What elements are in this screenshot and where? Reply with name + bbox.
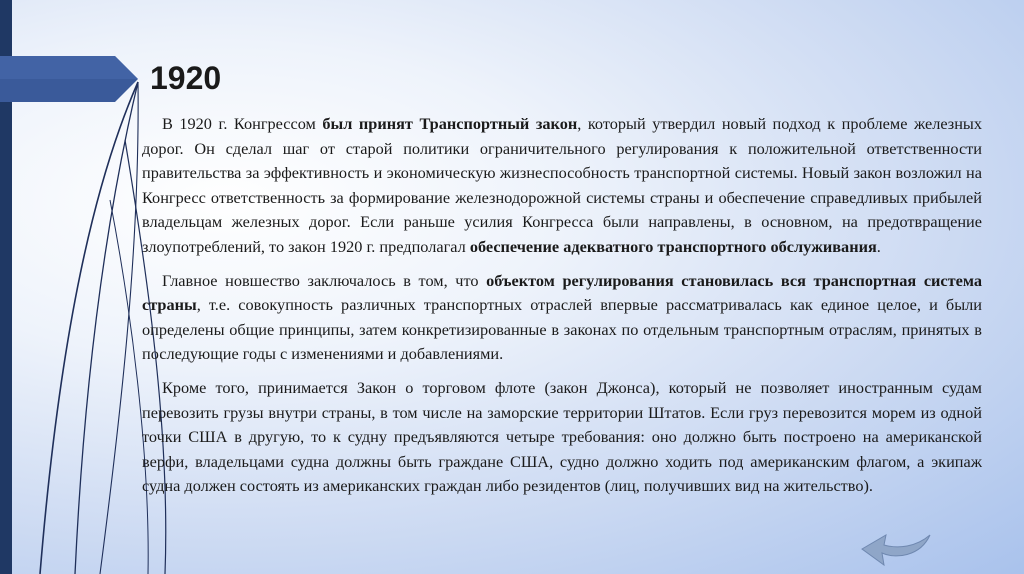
paragraph-1-bold-1: был принят Транспортный закон bbox=[322, 114, 578, 133]
paragraph-1-text-3: . bbox=[876, 236, 881, 256]
slide-body bbox=[142, 112, 982, 508]
paragraph-1-text-2: , который утвердил новый подход к проблеме железных дорог. Он сделал шаг от старой политики ограничительного регулирования к положительной ответственности правительства за эффективность и экономическую жизнеспособность транспортной системы. Новый закон возложил на Конгресс ответственность за формирование железнодорожной системы страны и обеспечение справедливых прибылей владельцам железных дорог. Если раньше усилия Конгресса были направлены, в основном, на предотвращение злоупотреблений, то закон 1920 г. предполагал bbox=[142, 114, 982, 256]
paragraph-2-text-2: , т.е. совокупность различных транспортных отраслей впервые рассматривалась как единое целое, и были определены общие принципы, затем конкретизированные в законах по отдельным транспортным отраслям, принятых в последующие годы с изменениями и добавлениями. bbox=[142, 295, 982, 364]
paragraph-2-text-1: Главное новшество заключалось в том, что bbox=[162, 270, 487, 290]
paragraph-2-bold-1: объектом регулирования становилась вся транспортная система страны bbox=[142, 270, 982, 315]
paragraph-3-text-1: Кроме того, принимается Закон о торговом флоте (закон Джонса), который не позволяет иностранным судам перевозить грузы внутри страны, в том числе на заморские территории Штатов. Если груз перевозится морем из одной точки США в другую, то к судну предъявляются четыре требования: оно должно быть построено на американской верфи, владельцами судна должны быть граждане США, судно должно ходить под американским флагом, а экипаж судна должен состоять из американских граждан либо резидентов (лиц, получивших вид на жительство). bbox=[142, 377, 982, 496]
paragraph-3 bbox=[142, 376, 982, 499]
back-arrow-icon[interactable] bbox=[860, 527, 934, 571]
title-arrow-shape bbox=[0, 56, 138, 102]
paragraph-1 bbox=[142, 112, 982, 260]
slide-title: 1920 bbox=[150, 60, 222, 96]
paragraph-1-text-1: В 1920 г. Конгрессом bbox=[162, 114, 323, 133]
paragraph-1-bold-2: обеспечение адекватного транспортного обслуживания bbox=[469, 236, 877, 256]
paragraph-2 bbox=[142, 269, 982, 367]
